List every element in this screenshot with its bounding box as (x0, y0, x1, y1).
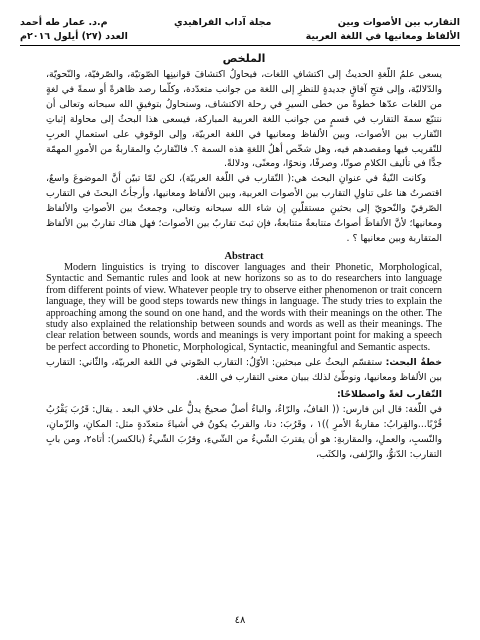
plan-label: خطةُ البحث: (385, 357, 442, 369)
page-number: ٤٨ (234, 615, 246, 626)
plan-paragraph (46, 356, 442, 386)
abstract-paragraph: Modern linguistics is trying to discover languages and their Phonetic, Morphological, Syntactic and Semantic rules and look at new horizons so as to do researchers into language from different points of view. Whatever people try to observe either phenomenon or trait concern language, they will be good steps towards new things in language. The study tries to explain the approaching among the sound on one hand, and the words with their meanings on the other. The study also explained the relationship between sounds and words as well as their meanings. The clear relation between sounds, words and meanings is very important point for making a speech be perfect according to Phonetic, Morphological, Syntactic, meaningful and Semantic aspects. (46, 261, 442, 353)
abstract-heading: Abstract (224, 250, 264, 262)
section-paragraph: في اللّغة: قال ابن فارس: (( القافُ، والرّاءُ، والباءُ أصلٌ صحيحٌ يدلُّ على خلافِ البعد . يقال: قَرُبَ يَقْرُبُ قُرْبًا...والقِرابُ: مقاربةُ الأمرِ ))١ ، وقَرُبَ: دنا، والقربُ يكونُ في أشياءَ متعدّدةٍ مثل: المكانِ، والزّمانِ، والنّسبِ، والعملِ، والمقاربةِ: هو أن يقتربَ الشّيءُ من الشّيءِ، وقرُبَ الشّيءُ (بالكسر): أتاه٢، ومن بابِ التقارب: الدّنوُّ، والزّلفى، والكثَب، (46, 403, 442, 460)
header-title-line1: التقارب بين الأصوات وبين (337, 17, 460, 28)
summary-paragraph-1: يسعى علمُ اللّغةِ الحديثُ إلى اكتشافِ اللغات، فيحاولُ اكتشافَ قوانينِها الصّوتيّة، والصّرفيّة، والنّحويّة، والدّلاليّة، وإلى فتحِ آفاقٍ جديدةٍ للنظرِ إلى اللغة من جوانب متعدّدة، وكلّما رصد ظاهرةً أو سمةً في لغةٍ من اللغات عدّها خطوةً من خطى السيرِ في رحلة الاكتشاف، وسنحاولُ بتوفيقِ الله سبحانه وتعالى أن نتتبّع سمةَ التقارب في قسمٍ من جوانب اللغة العربية المباركة، فيسعى هذا البحثُ إلى محاولة إثباتِ التّقارب بين الأصوات، وبين الألفاظ ومعانيها في اللغة العربيّة، وإلى الوقوفِ على استعمالِ العربِ للتّقريب فيها ومقصدهم فيه، وهل شخّص أهلُ اللغةِ هذه السمة ؟. فالتّقاربُ والمقاربةُ من الأمورِ المهمّة جدًّا في تأليف الكلامِ صوتًا، وصرفًا، ونحوًا، ومعنًى، ودلالةً. (46, 69, 442, 170)
header-journal: مجلة آداب الفراهيدي (173, 17, 272, 28)
header-author: م.د. عمار طه أحمد (20, 17, 108, 28)
header-issue: العدد (٢٧) أيلول ٢٠١٦م (20, 31, 128, 42)
summary-heading: الملخص (222, 52, 266, 65)
summary-paragraph-2: وكانت النّيةُ في عنوانِ البحث هي:( التّقارب في اللّغة العربيّة)، لكن لمّا تبيّن أنَّ الموضوعَ واسعٌ، اقتصرتُ هنا على تناولِ التقارب بين الأصوات العربية، وبين الألفاظ ومعانيها، وأرجأتُ البحثَ في التقارب الصّرفيّ والنّحويّ إلى بحثينِ مستقلّينِ إن شاء الله سبحانه وتعالى، وجمعتُ بين الأصواتِ والألفاظ ومعانيها؛ لأنَّ الألفاظَ أصواتٌ متتابعةٌ متتابعةٌ، فإن ثبتَ تقاربٌ بين الأصوات؛ فهل هناك تقاربٌ بين الألفاظ المتقاربة وبين معانيها ؟ . (46, 173, 442, 244)
header-title-line2: الألفاظ ومعانيها في اللغة العربية (305, 31, 460, 42)
running-header (20, 16, 460, 44)
plan-text: ستقسّم البحثُ على مبحثين: الأوّلُ: التقارب الصّوتي في اللغة العربيّة، والثّاني: التقارب بين الألفاظ ومعانيها، ونوطّئ لذلك ببيان معنى التقارب في اللغة. (46, 357, 442, 384)
header-rule (20, 45, 460, 46)
page-content (46, 52, 442, 462)
section-heading: التّقارب لغةً واصطلاحًا: (336, 388, 442, 400)
